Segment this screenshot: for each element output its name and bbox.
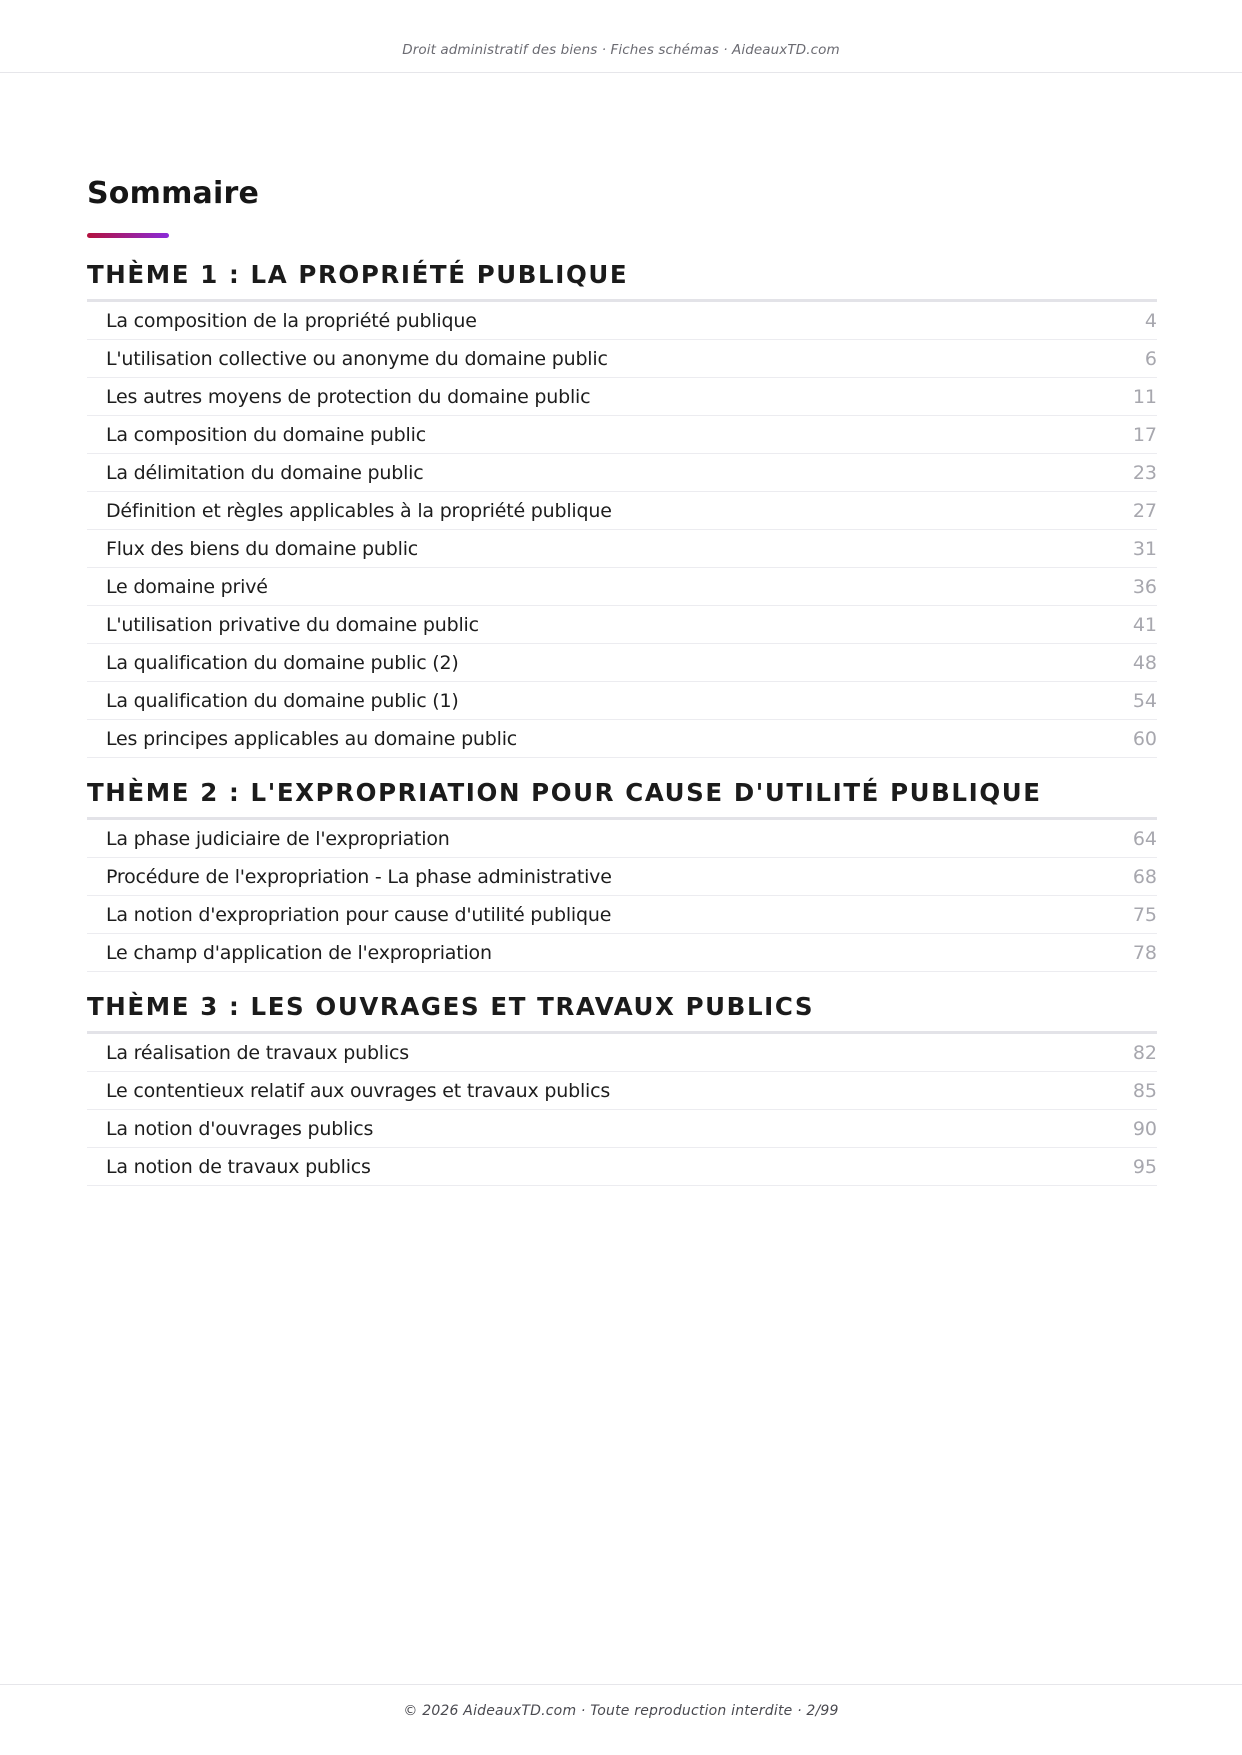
toc-entry[interactable] bbox=[87, 896, 1157, 934]
table-of-contents bbox=[87, 170, 1157, 1186]
theme-title: THÈME 2 : L'EXPROPRIATION POUR CAUSE D'UTILITÉ PUBLIQUE bbox=[87, 778, 1157, 820]
toc-entry-label: Le contentieux relatif aux ouvrages et travaux publics bbox=[106, 1079, 611, 1102]
toc-entry-page-number: 11 bbox=[1132, 385, 1157, 408]
theme-section bbox=[87, 260, 1157, 758]
toc-entry-label: Procédure de l'expropriation - La phase administrative bbox=[106, 865, 612, 888]
toc-entry-label: La composition de la propriété publique bbox=[106, 309, 477, 332]
toc-entry[interactable] bbox=[87, 454, 1157, 492]
toc-entry[interactable] bbox=[87, 934, 1157, 972]
theme-list bbox=[87, 260, 1157, 1186]
toc-entry-page-number: 75 bbox=[1132, 903, 1157, 926]
toc-entry-page-number: 36 bbox=[1132, 575, 1157, 598]
toc-entry-label: La notion d'expropriation pour cause d'utilité publique bbox=[106, 903, 612, 926]
toc-entry-page-number: 85 bbox=[1132, 1079, 1157, 1102]
toc-entry[interactable] bbox=[87, 492, 1157, 530]
toc-entry[interactable] bbox=[87, 1148, 1157, 1186]
page-footer bbox=[0, 1684, 1242, 1755]
toc-entry[interactable] bbox=[87, 720, 1157, 758]
toc-entry-page-number: 27 bbox=[1132, 499, 1157, 522]
header-text: Droit administratif des biens · Fiches schémas · AideauxTD.com bbox=[402, 42, 840, 58]
toc-entry[interactable] bbox=[87, 644, 1157, 682]
toc-entry-page-number: 95 bbox=[1132, 1155, 1157, 1178]
toc-entry-label: Les autres moyens de protection du domaine public bbox=[106, 385, 591, 408]
toc-entry-page-number: 54 bbox=[1132, 689, 1157, 712]
toc-entry[interactable] bbox=[87, 568, 1157, 606]
toc-entry-page-number: 68 bbox=[1132, 865, 1157, 888]
toc-entry-page-number: 82 bbox=[1132, 1041, 1157, 1064]
toc-entry[interactable] bbox=[87, 682, 1157, 720]
toc-entry[interactable] bbox=[87, 530, 1157, 568]
toc-entry-label: La phase judiciaire de l'expropriation bbox=[106, 827, 450, 850]
toc-entry[interactable] bbox=[87, 606, 1157, 644]
theme-section bbox=[87, 778, 1157, 972]
page-title: Sommaire bbox=[87, 176, 260, 211]
toc-entry-label: La qualification du domaine public (1) bbox=[106, 689, 459, 712]
theme-section bbox=[87, 992, 1157, 1186]
toc-entry[interactable] bbox=[87, 1034, 1157, 1072]
toc-entry-page-number: 64 bbox=[1132, 827, 1157, 850]
toc-entry-label: Le champ d'application de l'expropriation bbox=[106, 941, 492, 964]
toc-entry[interactable] bbox=[87, 820, 1157, 858]
toc-entry-label: Le domaine privé bbox=[106, 575, 268, 598]
toc-entry-page-number: 31 bbox=[1132, 537, 1157, 560]
toc-entry-label: Les principes applicables au domaine public bbox=[106, 727, 518, 750]
toc-entry[interactable] bbox=[87, 1072, 1157, 1110]
toc-entry-label: La composition du domaine public bbox=[106, 423, 426, 446]
toc-entry-label: Définition et règles applicables à la propriété publique bbox=[106, 499, 612, 522]
toc-entry-page-number: 78 bbox=[1132, 941, 1157, 964]
toc-entry-page-number: 4 bbox=[1144, 309, 1157, 332]
toc-entry-page-number: 6 bbox=[1144, 347, 1157, 370]
toc-entry[interactable] bbox=[87, 378, 1157, 416]
footer-text: © 2026 AideauxTD.com · Toute reproduction interdite · 2/99 bbox=[403, 1703, 839, 1719]
toc-entry-page-number: 17 bbox=[1132, 423, 1157, 446]
toc-entry-page-number: 41 bbox=[1132, 613, 1157, 636]
toc-entry-page-number: 60 bbox=[1132, 727, 1157, 750]
page-header bbox=[0, 0, 1242, 73]
theme-title: THÈME 1 : LA PROPRIÉTÉ PUBLIQUE bbox=[87, 260, 1157, 302]
toc-entry[interactable] bbox=[87, 858, 1157, 896]
toc-entry-page-number: 90 bbox=[1132, 1117, 1157, 1140]
toc-entry-label: La délimitation du domaine public bbox=[106, 461, 424, 484]
toc-entry[interactable] bbox=[87, 416, 1157, 454]
toc-entry[interactable] bbox=[87, 1110, 1157, 1148]
toc-entry-page-number: 48 bbox=[1132, 651, 1157, 674]
theme-title: THÈME 3 : LES OUVRAGES ET TRAVAUX PUBLICS bbox=[87, 992, 1157, 1034]
toc-entry-label: Flux des biens du domaine public bbox=[106, 537, 419, 560]
toc-entry[interactable] bbox=[87, 340, 1157, 378]
toc-entry-page-number: 23 bbox=[1132, 461, 1157, 484]
toc-entry[interactable] bbox=[87, 302, 1157, 340]
toc-entry-label: L'utilisation collective ou anonyme du domaine public bbox=[106, 347, 608, 370]
toc-entry-label: L'utilisation privative du domaine public bbox=[106, 613, 479, 636]
toc-entry-label: La qualification du domaine public (2) bbox=[106, 651, 459, 674]
title-underline bbox=[87, 233, 169, 238]
toc-entry-label: La notion d'ouvrages publics bbox=[106, 1117, 374, 1140]
toc-entry-label: La notion de travaux publics bbox=[106, 1155, 371, 1178]
toc-entry-label: La réalisation de travaux publics bbox=[106, 1041, 409, 1064]
